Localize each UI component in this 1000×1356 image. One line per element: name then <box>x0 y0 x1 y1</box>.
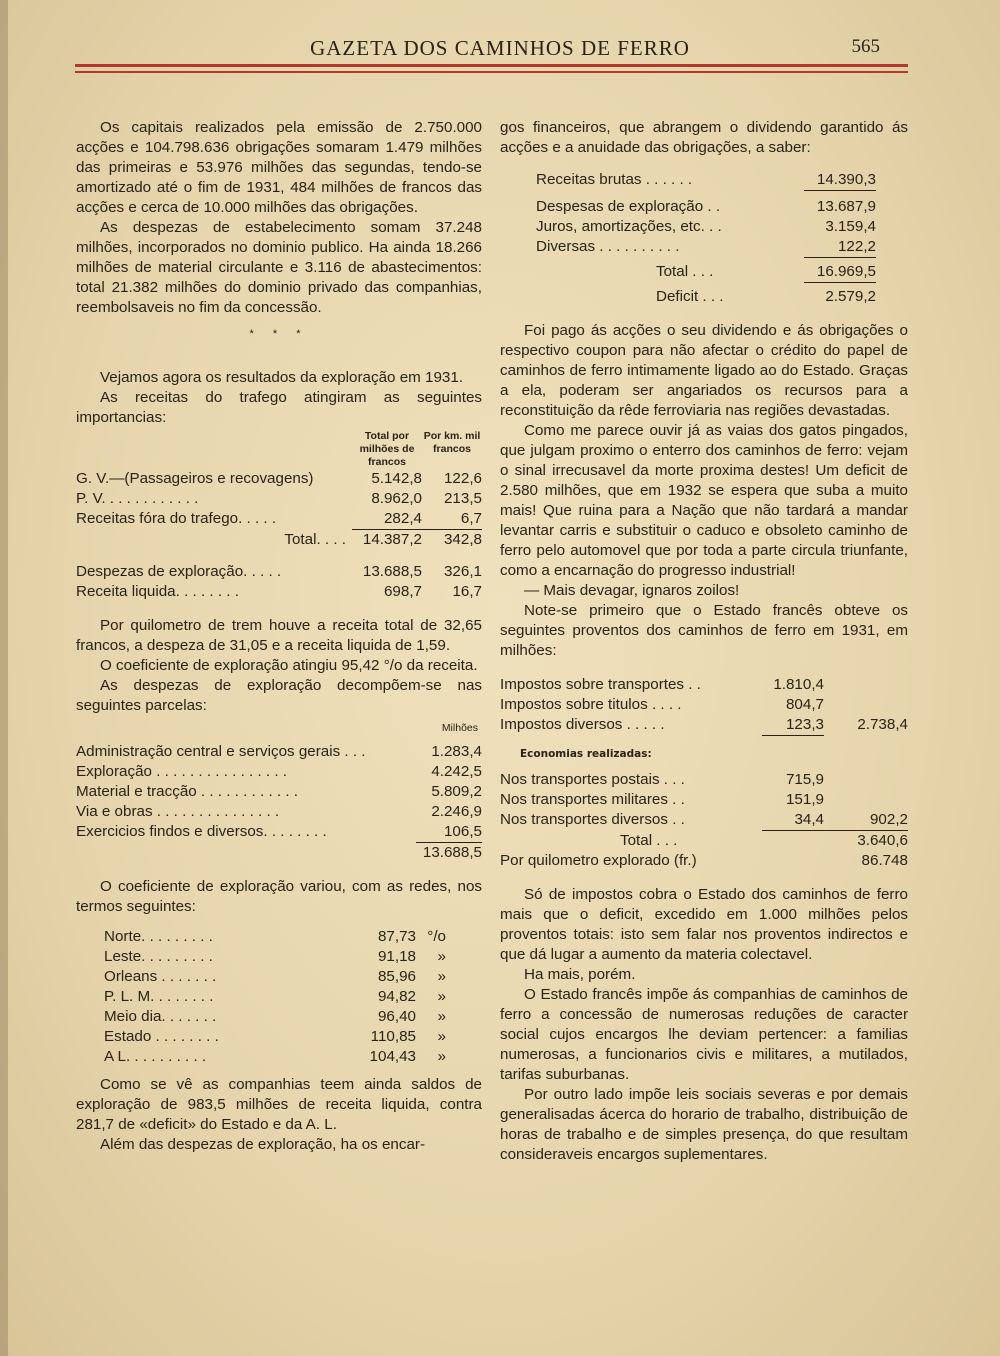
row-label: Administração central e serviços gerais . . . <box>76 743 366 760</box>
page-number: 565 <box>851 36 880 57</box>
row-value: 213,5 <box>443 490 482 507</box>
row-value: 96,40 <box>377 1008 416 1025</box>
table-row <box>500 695 908 715</box>
row-value: 5.809,2 <box>431 783 482 800</box>
paragraph: Além das despezas de exploração, ha os encar- <box>100 1136 426 1153</box>
row-label: Material e tracção . . . . . . . . . . . . <box>76 783 298 800</box>
row-value: 804,7 <box>785 696 824 713</box>
table-row <box>76 802 482 822</box>
table-row <box>76 782 482 802</box>
row-label: Estado . . . . . . . . <box>104 1028 219 1045</box>
paragraph: Foi pago ás acções o seu dividendo e ás obrigações o respectivo coupon para não afectar o crédito do papel de caminhos de ferro intimamente ligado ao do Estado. Graças a ela, poderam ser angariados os recursos para a reconstituição da rêde ferroviaria nas regiões devastadas. <box>500 322 908 419</box>
row-label: Receitas fóra do trafego. . . . . <box>76 510 277 527</box>
right-column <box>500 118 908 1165</box>
paragraph: O coeficiente de exploração atingiu 95,42 °/o da receita. <box>100 657 478 674</box>
table-row <box>76 582 482 602</box>
table-row <box>76 489 482 509</box>
row-value: » <box>437 968 446 985</box>
paragraph: O Estado francês impõe ás companhias de caminhos de ferro a concessão de numerosas reduções de caracter social cujos encargos lhe deviam pertencer: a familias numerosas, a funcionarios civis e militares, a mutilados, tarifas suburbanas. <box>500 986 908 1083</box>
table-row <box>76 509 482 530</box>
table-row <box>76 762 482 782</box>
row-value: 6,7 <box>422 509 482 530</box>
paragraph: As receitas do trafego atingiram as seguintes importancias: <box>76 389 482 426</box>
row-value: 14.387,2 <box>362 531 422 548</box>
subheading: Economias realizadas: <box>520 748 652 760</box>
row-value: 91,18 <box>377 948 416 965</box>
row-value: 94,82 <box>377 988 416 1005</box>
table-row <box>500 675 908 695</box>
row-value: 13.688,5 <box>422 844 482 861</box>
paragraph: Só de impostos cobra o Estado dos caminhos de ferro mais que o deficit, excedido em 1.000 milhões pelos proventos totais: isto sem falar nos proventos indirectos e que dá lugar a aumento da materia colectavel. <box>500 886 908 963</box>
table-row <box>104 947 446 967</box>
table-row <box>104 987 446 1007</box>
row-label: Meio dia. . . . . . . <box>104 1008 217 1025</box>
row-label: Impostos diversos . . . . . <box>500 716 665 733</box>
row-value: » <box>437 948 446 965</box>
row-label: Orleans . . . . . . . <box>104 968 217 985</box>
row-value: 715,9 <box>785 771 824 788</box>
row-value: 8.962,0 <box>371 490 422 507</box>
row-label: Total . . . <box>620 832 678 849</box>
table-row <box>500 831 908 851</box>
paragraph: O coeficiente de exploração variou, com as redes, nos termos seguintes: <box>76 878 482 915</box>
row-value: 110,85 <box>370 1028 416 1045</box>
expense-table <box>76 742 482 863</box>
row-label: Deficit . . . <box>656 288 724 305</box>
row-value: 282,4 <box>352 509 422 530</box>
table-row <box>500 715 908 736</box>
row-label: P. V. . . . . . . . . . . . <box>76 490 199 507</box>
row-label: Despezas de exploração. . . . . <box>76 563 282 580</box>
table-row <box>76 843 482 863</box>
paragraph: Vejamos agora os resultados da exploração em 1931. <box>100 369 464 386</box>
row-value: 326,1 <box>443 563 482 580</box>
paragraph: Por outro lado impõe leis sociais severas e por demais generalisadas ácerca do horario de trabalho, distribuição de horas de trabalho e de simples presença, do que resultam consideraveis encargos suplementares. <box>500 1086 908 1163</box>
row-label: Total. . . . <box>284 531 346 548</box>
charges-table <box>536 170 876 307</box>
row-value: 122,6 <box>443 470 482 487</box>
row-value: 2.246,9 <box>431 803 482 820</box>
table-row <box>500 770 908 790</box>
table-row <box>76 822 482 843</box>
row-label: Despesas de exploração . . <box>536 198 721 215</box>
paragraph: Por quilometro de trem houve a receita total de 32,65 francos, a despeza de 31,05 e a receita liquida de 1,59. <box>76 617 482 654</box>
row-value: 85,96 <box>377 968 416 985</box>
table-header <box>76 430 482 469</box>
row-value: 16.969,5 <box>804 262 876 283</box>
table-row <box>76 562 482 582</box>
row-label: G. V.—(Passageiros e recovagens) <box>76 470 314 487</box>
row-value: 698,7 <box>383 583 422 600</box>
paragraph: As despezas de estabelecimento somam 37.248 milhões, incorporados no dominio publico. Ha ainda 18.266 milhões de material circulante e 3.116 de abastecimentos: total 21.382 milhões do dominio privado das companhias, reembolsaveis no fim da concessão. <box>76 219 482 316</box>
column-header: Por km. mil francos <box>423 430 481 455</box>
row-value: » <box>437 988 446 1005</box>
paragraph: Ha mais, porém. <box>524 966 636 983</box>
column-header: Milhões <box>441 722 478 734</box>
row-value: » <box>437 1008 446 1025</box>
row-value: 5.142,8 <box>371 470 422 487</box>
table-row <box>500 851 908 871</box>
row-label: Total . . . <box>656 263 714 280</box>
section-separator: * * * <box>249 328 309 340</box>
row-value: 104,43 <box>369 1048 416 1065</box>
table-row <box>104 1007 446 1027</box>
row-label: Via e obras . . . . . . . . . . . . . . . <box>76 803 280 820</box>
paragraph: — Mais devagar, ignaros zoilos! <box>524 582 740 599</box>
row-value: 2.579,2 <box>825 288 876 305</box>
header-rule <box>75 64 908 67</box>
table-row <box>500 790 908 810</box>
row-label: Receitas brutas . . . . . . <box>536 171 693 188</box>
row-value: 123,3 <box>762 715 824 736</box>
row-value: 151,9 <box>785 791 824 808</box>
table-row <box>104 927 446 947</box>
table-row <box>76 469 482 489</box>
row-value: » <box>437 1028 446 1045</box>
paragraph: As despezas de exploração decompõem-se nas seguintes parcelas: <box>76 677 482 714</box>
table-row <box>536 170 876 191</box>
table-row <box>536 197 876 217</box>
row-value: 86.748 <box>861 852 908 869</box>
paragraph: Como se vê as companhias teem ainda saldos de exploração de 983,5 milhões de receita liquida, contra 281,7 de «deficit» do Estado e da A. L. <box>76 1076 482 1133</box>
row-value: 1.283,4 <box>431 743 482 760</box>
row-label: Exercicios findos e diversos. . . . . . . . <box>76 823 327 840</box>
revenue-table <box>76 469 482 602</box>
row-value: 87,73 <box>377 928 416 945</box>
journal-title: GAZETA DOS CAMINHOS DE FERRO <box>310 36 690 60</box>
row-value: 13.687,9 <box>816 198 876 215</box>
spacer <box>76 550 482 562</box>
table-row <box>536 287 876 307</box>
row-value: 34,4 <box>762 810 824 831</box>
left-column <box>76 118 482 1155</box>
row-label: Nos transportes militares . . <box>500 791 685 808</box>
table-row <box>536 217 876 237</box>
row-label: Exploração . . . . . . . . . . . . . . . . <box>76 763 288 780</box>
table-row <box>104 967 446 987</box>
row-label: P. L. M. . . . . . . . <box>104 988 214 1005</box>
row-value: 2.738,4 <box>857 716 908 733</box>
table-row <box>76 742 482 762</box>
table-row <box>76 530 482 550</box>
row-value: 106,5 <box>416 822 482 843</box>
row-label: Juros, amortizações, etc. . . <box>536 218 722 235</box>
paragraph: Como me parece ouvir já as vaias dos gatos pingados, que julgam proximo o enterro dos caminhos de ferro: vejam o sinal irrecusavel da morte proxima destes! Um deficit de 2.580 milhões, que em 1932 se espera que suba a muito mais! Que ruina para a Nação que não tardará a mandar levantar carris e substituir o caduco e obsoleto caminho de ferro pelo automovel que por toda a parte circula triunfante, como a encarnação do progresso industrial! <box>500 422 908 579</box>
table-row <box>536 262 876 283</box>
row-value: 122,2 <box>804 237 876 258</box>
row-label: Nos transportes postais . . . <box>500 771 685 788</box>
row-label: Nos transportes diversos . . <box>500 811 685 828</box>
paragraph: Os capitais realizados pela emissão de 2.750.000 acções e 104.798.636 obrigações somaram 1.479 milhões das primeiras e 53.976 milhões das segundas, tendo-se amortizado até o fim de 1931, 484 milhões de francos das acções e cerca de 10.000 milhões das obrigações. <box>76 119 482 216</box>
row-label: Norte. . . . . . . . . <box>104 928 213 945</box>
row-value: 902,2 <box>824 810 908 831</box>
row-label: Receita liquida. . . . . . . . <box>76 583 239 600</box>
row-value: °/o <box>427 928 446 945</box>
paragraph: Note-se primeiro que o Estado francês obteve os seguintes proventos dos caminhos de ferro em 1931, em milhões: <box>500 602 908 659</box>
row-value: 14.390,3 <box>804 170 876 191</box>
row-value: 13.688,5 <box>362 563 422 580</box>
row-label: Impostos sobre titulos . . . . <box>500 696 682 713</box>
paragraph: gos financeiros, que abrangem o dividendo garantido ás acções e a anuidade das obrigações, a saber: <box>500 119 908 156</box>
coefficient-table <box>104 927 446 1067</box>
table-row <box>536 237 876 258</box>
row-value: 3.640,6 <box>857 832 908 849</box>
state-proceeds-table <box>500 675 908 871</box>
header-rule-thin <box>75 71 908 73</box>
page-binding-edge <box>0 0 8 1356</box>
column-header: Total por milhões de francos <box>359 430 415 468</box>
row-value: 16,7 <box>452 583 482 600</box>
row-label: Por quilometro explorado (fr.) <box>500 852 697 869</box>
row-value: » <box>437 1048 446 1065</box>
row-value: 342,8 <box>443 531 482 548</box>
row-label: Diversas . . . . . . . . . . <box>536 238 680 255</box>
row-value: 3.159,4 <box>825 218 876 235</box>
table-row <box>500 810 908 831</box>
row-value: 1.810,4 <box>773 676 824 693</box>
row-label: Leste. . . . . . . . . <box>104 948 213 965</box>
row-value: 4.242,5 <box>431 763 482 780</box>
row-label: A L. . . . . . . . . . <box>104 1048 207 1065</box>
row-label: Impostos sobre transportes . . <box>500 676 701 693</box>
table-row <box>104 1047 446 1067</box>
table-row <box>104 1027 446 1047</box>
